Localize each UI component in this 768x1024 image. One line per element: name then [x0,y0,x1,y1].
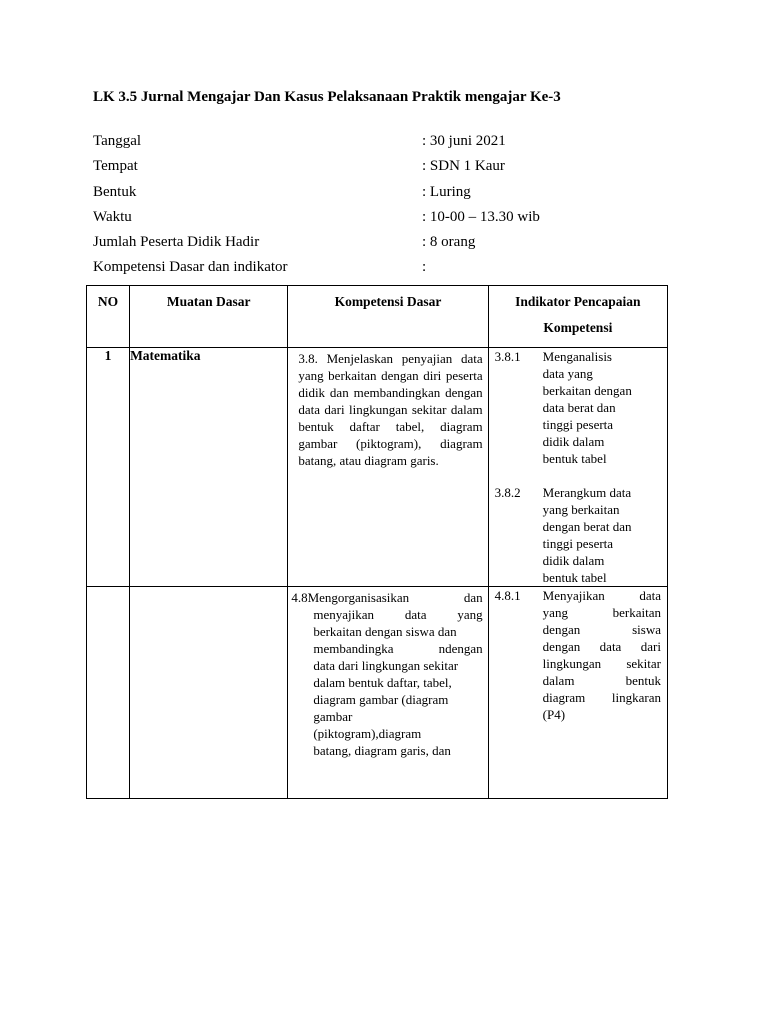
indicator-line: dengan berat dan [542,519,632,534]
info-value: : [422,259,427,276]
kd-line: menyajikan data yang [313,607,483,622]
kd-line: gambar [313,709,353,724]
info-value: : 8 orang [422,234,476,251]
indicator-line: didik dalam [542,553,605,568]
info-row-waktu [93,208,613,233]
kd-text [288,587,487,759]
kd-line: (piktogram),diagram [313,726,422,741]
indicator-line: data yang [542,366,593,381]
indicator-line: yang berkaitan [542,605,661,620]
row-number: 1 [87,348,130,587]
kd-line: dalam bentuk daftar, tabel, [313,675,452,690]
indicator-line: bentuk tabel [542,451,607,466]
indicator-line: dalam bentuk [542,673,661,688]
indicator-code: 4.8.1 [494,588,521,603]
competency-table [86,285,668,799]
row-indikator [488,587,667,799]
row-muatan: Matematika [130,348,288,587]
kd-line: membandingka ndengan [313,641,483,656]
kd-line: batang, diagram garis, dan [313,743,451,758]
info-label: Jumlah Peserta Didik Hadir [93,234,260,251]
document-title: LK 3.5 Jurnal Mengajar Dan Kasus Pelaksanaan Praktik mengajar Ke-3 [93,89,561,105]
table-row [87,348,668,587]
indicator-line: diagram lingkaran [542,690,661,705]
header-indikator [488,286,667,348]
info-label: Bentuk [93,183,137,200]
kd-first-tail: dan [463,590,483,605]
indicator-line: lingkungan sekitar [542,656,661,671]
indicator-text [543,484,667,586]
info-value: : Luring [422,183,471,200]
indicator-line: dengan siswa [542,622,661,637]
info-label: Tanggal [93,133,142,149]
indicator-line: (P4) [542,707,566,722]
kd-line: data dari lingkungan sekitar [313,658,459,673]
indicator-line: data berat dan [542,400,616,415]
info-value: : 30 juni 2021 [422,133,506,149]
info-row-tempat [93,157,613,182]
indicator-line: yang berkaitan [542,502,620,517]
row-kompetensi-dasar [288,587,488,799]
kd-first-line [288,589,482,606]
indicator-line: Merangkum data [542,485,632,500]
indicator-text [543,587,667,723]
row-number [87,587,130,799]
indicator-line: didik dalam [542,434,605,449]
info-label: Tempat [93,158,138,175]
info-label: Waktu [93,208,132,225]
header-kompetensi-dasar: Kompetensi Dasar [288,286,488,348]
indicator-code: 3.8.1 [494,349,521,364]
kd-first-code: 4.8Mengorganisasikan [291,590,410,605]
indicator-line: Menyajikan data [542,588,661,603]
info-row-jumlah-peserta [93,233,613,258]
header-no: NO [87,286,130,348]
kd-text: 3.8. Menjelaskan penyajian data yang berkaitan dengan diri peserta didik dan membandingkan dengan data dari lingkungan sekitar dalam bentuk daftar tabel, diagram gambar (piktogram), diagram batang, atau diagram garis. [298,351,483,468]
table-row [87,587,668,799]
indicator-line: tinggi peserta [542,417,614,432]
indicator-line: berkaitan dengan [542,383,632,398]
table-header-row [87,286,668,348]
header-indikator-line2: Kompetensi [543,320,613,335]
row-indikator [488,348,667,587]
indicator-line: bentuk tabel [542,570,607,585]
indicator-item [489,484,667,586]
info-value: : SDN 1 Kaur [422,158,505,175]
indicator-item [489,587,667,723]
info-label: Kompetensi Dasar dan indikator [93,259,288,276]
info-row-tanggal [93,132,613,157]
kd-rest [288,606,482,759]
header-indikator-line1: Indikator Pencapaian [515,294,641,309]
kd-line: diagram gambar (diagram [313,692,449,707]
row-muatan [130,587,288,799]
kd-line: berkaitan dengan siswa dan [313,624,457,639]
indicator-code: 3.8.2 [494,485,521,500]
row-kompetensi-dasar [288,348,488,587]
indicator-line: Menganalisis [542,349,612,364]
info-row-kompetensi [93,258,613,283]
info-value: : 10-00 – 13.30 wib [422,208,540,225]
indicator-text [543,348,667,467]
header-muatan-dasar: Muatan Dasar [130,286,288,348]
indicator-line: tinggi peserta [542,536,614,551]
info-row-bentuk [93,183,613,208]
info-section [93,132,613,284]
indicator-item [489,348,667,467]
indicator-line: dengan data dari [542,639,661,654]
